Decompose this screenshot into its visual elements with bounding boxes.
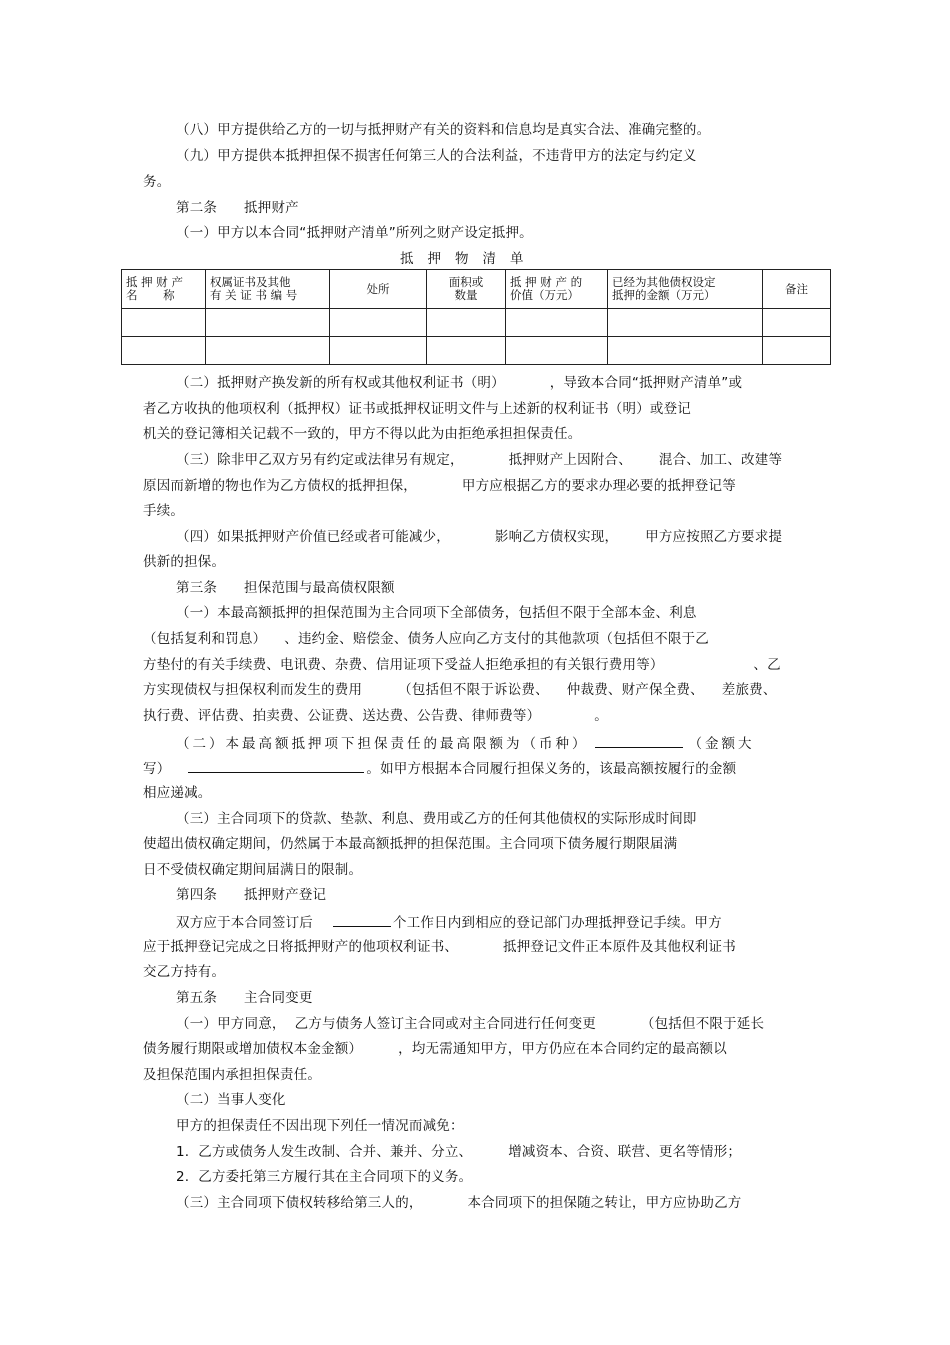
table-cell [506, 309, 608, 337]
article-2-item-4-line-2: 供新的担保。 [143, 554, 226, 570]
col-header-remarks: 备注 [763, 270, 831, 309]
article-2-item-3-line-1: （三）除非甲乙双方另有约定或法律另有规定， 抵押财产上因附合、 混合、加工、改建等 [176, 452, 783, 468]
article-5-item-3-line-1: （三）主合同项下债权转移给第三人的， 本合同项下的担保随之转让，甲方应协助乙方 [176, 1195, 742, 1211]
article-3-item-3-line-1: （三）主合同项下的贷款、垫款、利息、费用或乙方的任何其他债权的实际形成时间即 [176, 811, 697, 827]
table-cell [608, 337, 763, 365]
table-cell [206, 309, 330, 337]
article-3-item-1-line-3: 方垫付的有关手续费、电讯费、杂费、信用证项下受益人拒绝承担的有关银行费用等） 、乙 [143, 657, 781, 673]
article-5-item-1-line-3: 及担保范围内承担担保责任。 [143, 1067, 322, 1083]
article-3-item-1-line-5: 执行费、评估费、拍卖费、公证费、送达费、公告费、律师费等） 。 [143, 708, 608, 724]
article-5-item-2-case-1: 1. 乙方或债务人发生改制、合并、兼并、分立、 增减资本、合资、联营、更名等情形； [176, 1144, 742, 1160]
col-header-value: 抵 押 财 产 的 价值（万元） [506, 270, 608, 309]
table-cell [330, 337, 427, 365]
article-3-item-3-line-2: 使超出债权确定期间，仍然属于本最高额抵押的担保范围。主合同项下债务履行期限届满 [143, 836, 678, 852]
table-cell [206, 337, 330, 365]
clause-9-2: 务。 [143, 174, 171, 190]
col-header-mortgaged-amount: 已经为其他债权设定 抵押的金额（万元） [608, 270, 763, 309]
article-2-heading: 第二条 抵押财产 [176, 200, 299, 216]
table-row [122, 337, 831, 365]
article-5-item-1-line-1: （一）甲方同意， 乙方与债务人签订主合同或对主合同进行任何变更 （包括但不限于延长 [176, 1016, 765, 1032]
article-2-item-1: （一）甲方以本合同“抵押财产清单”所列之财产设定抵押。 [176, 225, 533, 241]
table-row [122, 309, 831, 337]
max-amount-text: （二）本最高额抵押项下担保责任的最高限额为（币种） [176, 736, 589, 752]
article-3-item-1-line-2: （包括复利和罚息） 、违约金、赔偿金、债务人应向乙方支付的其他款项（包括但不限于乙 [143, 631, 709, 647]
amount-caps-text: （金额大 [688, 736, 755, 752]
article-3-item-1-line-4: 方实现债权与担保权利而发生的费用 （包括但不限于诉讼费、 仲裁费、财产保全费、 差旅费、 [143, 682, 777, 698]
table-cell [763, 309, 831, 337]
article-2-item-3-line-3: 手续。 [143, 503, 185, 519]
clause-8-1: （八）甲方提供给乙方的一切与抵押财产有关的资料和信息均是真实合法、准确完整的。 [176, 122, 711, 138]
article-2-item-3-line-2: 原因而新增的物也作为乙方债权的抵押担保， 甲方应根据乙方的要求办理必要的抵押登记等 [143, 478, 736, 494]
table-header-row [122, 270, 831, 309]
article-4-heading: 第四条 抵押财产登记 [176, 887, 327, 903]
currency-blank[interactable] [595, 733, 683, 748]
article-4-line-3: 交乙方持有。 [143, 964, 226, 980]
caps-label: 写） [143, 761, 171, 777]
table-cell [427, 309, 506, 337]
max-amount-reduce-text: 。如甲方根据本合同履行担保义务的，该最高额按履行的金额 [366, 761, 737, 777]
article-2-item-2-line-1: （二）抵押财产换发新的所有权或其他权利证书（明） ，导致本合同“抵押财产清单”或 [176, 375, 743, 391]
article-3-item-2-line-1 [176, 733, 810, 753]
article-5-item-2-case-2: 2. 乙方委托第三方履行其在主合同项下的义务。 [176, 1169, 473, 1185]
col-header-certificate: 权属证书及其他 有 关 证 书 编 号 [206, 270, 330, 309]
article-3-item-2-line-2 [143, 758, 823, 778]
article-5-item-2-intro: 甲方的担保责任不因出现下列任一情况而减免： [176, 1118, 464, 1134]
registration-text-2: 个工作日内到相应的登记部门办理抵押登记手续。甲方 [393, 915, 722, 931]
table-cell [763, 337, 831, 365]
article-5-item-1-line-2: 债务履行期限或增加债权本金金额） ，均无需通知甲方，甲方仍应在本合同约定的最高额以 [143, 1041, 727, 1057]
article-2-item-2-line-2: 者乙方收执的他项权利（抵押权）证书或抵押权证明文件与上述新的权利证书（明）或登记 [143, 401, 691, 417]
working-days-blank[interactable] [333, 912, 391, 927]
col-header-area: 面积或 数量 [427, 270, 506, 309]
article-2-item-2-line-3: 机关的登记簿相关记载不一致的，甲方不得以此为由拒绝承担担保责任。 [143, 426, 582, 442]
article-5-item-2-heading: （二）当事人变化 [176, 1092, 286, 1108]
clause-9-1: （九）甲方提供本抵押担保不损害任何第三人的合法利益，不违背甲方的法定与约定义 [176, 148, 697, 164]
col-header-location: 处所 [330, 270, 427, 309]
registration-text: 双方应于本合同签订后 [176, 915, 313, 931]
article-3-heading: 第三条 担保范围与最高债权限额 [176, 580, 395, 596]
table-cell [122, 309, 206, 337]
table-cell [427, 337, 506, 365]
table-cell [506, 337, 608, 365]
article-3-item-2-line-3: 相应递减。 [143, 785, 212, 801]
col-header-name: 抵 押 财 产 名 称 [122, 270, 206, 309]
article-3-item-1-line-1: （一）本最高额抵押的担保范围为主合同项下全部债务，包括但不限于全部本金、利息 [176, 605, 697, 621]
article-4-line-1 [176, 912, 856, 932]
collateral-table [121, 269, 831, 365]
table-cell [330, 309, 427, 337]
article-3-item-3-line-3: 日不受债权确定期间届满日的限制。 [143, 862, 363, 878]
collateral-list-title: 抵押物清单 [400, 251, 538, 267]
article-4-line-2: 应于抵押登记完成之日将抵押财产的他项权利证书、 抵押登记文件正本原件及其他权利证书 [143, 939, 736, 955]
table-cell [608, 309, 763, 337]
table-cell [122, 337, 206, 365]
amount-caps-blank[interactable] [188, 758, 364, 773]
article-2-item-4-line-1: （四）如果抵押财产价值已经或者可能减少， 影响乙方债权实现， 甲方应按照乙方要求提 [176, 529, 783, 545]
article-5-heading: 第五条 主合同变更 [176, 990, 313, 1006]
